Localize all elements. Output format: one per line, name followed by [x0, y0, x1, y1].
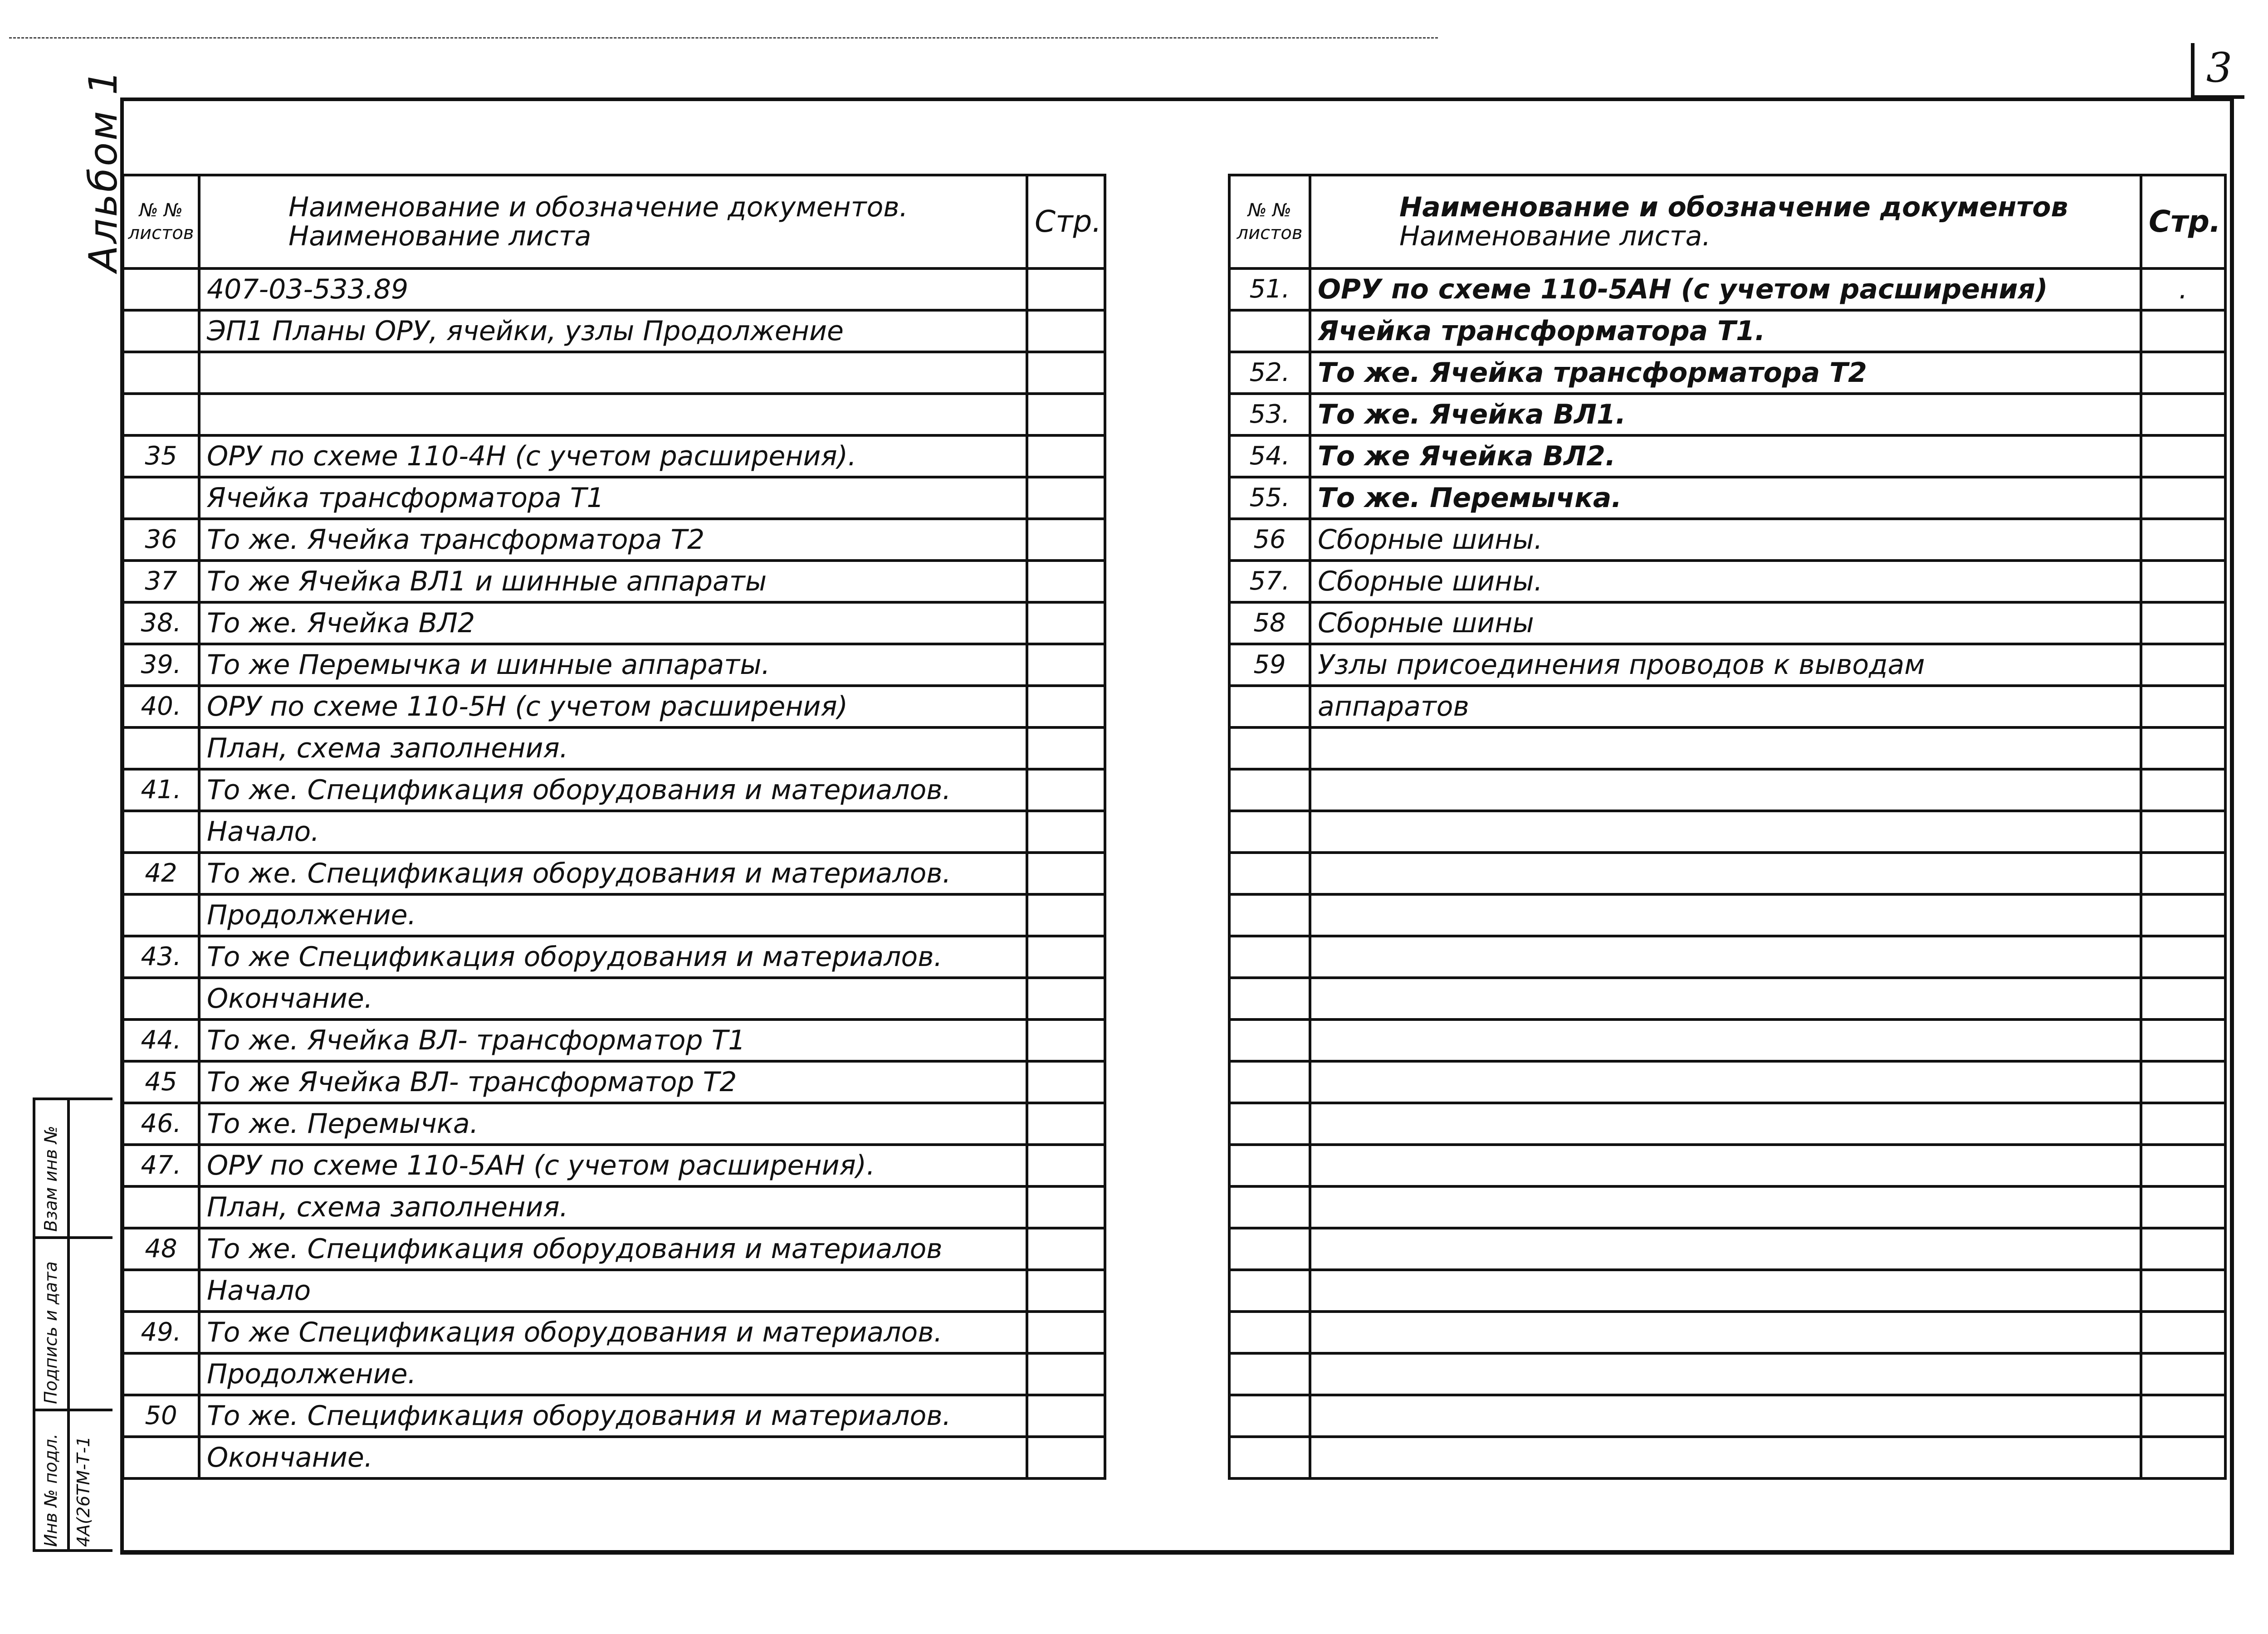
page-cell [2141, 1019, 2225, 1061]
page-cell [1027, 268, 1105, 310]
page-cell [2141, 602, 2225, 644]
table-row [123, 435, 1105, 477]
sheet-title: То же. Спецификация оборудования и материалов. [199, 853, 1027, 894]
sheet-title: Ячейка трансформатора Т1. [1310, 310, 2141, 352]
page-cell [1027, 686, 1105, 727]
table-row [123, 1270, 1105, 1312]
sheet-number: 59 [1229, 644, 1310, 686]
page-cell [1027, 602, 1105, 644]
page-cell [2141, 978, 2225, 1019]
page-cell [2141, 477, 2225, 519]
sheet-number [1229, 727, 1310, 769]
header-name-line1: Наименование и обозначение документов. [288, 191, 908, 223]
page-cell [2141, 1353, 2225, 1395]
sheet-number: 53. [1229, 394, 1310, 435]
page-cell [2141, 310, 2225, 352]
sheet-number [1229, 1437, 1310, 1478]
sheet-title [1310, 1019, 2141, 1061]
sheet-number [123, 811, 199, 853]
page-cell [1027, 394, 1105, 435]
sheet-number [123, 352, 199, 394]
header-document-name [199, 175, 1027, 268]
sheet-number [1229, 853, 1310, 894]
page-cell [1027, 853, 1105, 894]
page-cell [1027, 310, 1105, 352]
header-name-line1: Наименование и обозначение документов [1399, 191, 2068, 223]
sheet-title: Ячейка трансформатора Т1 [199, 477, 1027, 519]
stamp-inv-value: 4А(26ТМ-Т-1 [73, 1436, 93, 1547]
header-sheet-number: № № листов [123, 175, 199, 268]
sheet-number [1229, 1103, 1310, 1145]
table-row [1229, 310, 2225, 352]
page-cell [1027, 1061, 1105, 1103]
sheet-number: 51. [1229, 268, 1310, 310]
page-cell [2141, 1437, 2225, 1478]
sheet-number: 46. [123, 1103, 199, 1145]
table-row [1229, 811, 2225, 853]
sheet-title [1310, 1228, 2141, 1270]
sheet-title [199, 352, 1027, 394]
sheet-number: 56 [1229, 519, 1310, 561]
sheet-number: 45 [123, 1061, 199, 1103]
table-row [1229, 1061, 2225, 1103]
page-cell [1027, 978, 1105, 1019]
sheet-number [123, 310, 199, 352]
header-sheet-number: № № листов [1229, 175, 1310, 268]
table-row [1229, 602, 2225, 644]
table-row [123, 936, 1105, 978]
sheet-number [123, 978, 199, 1019]
sheet-title [1310, 936, 2141, 978]
sheet-title [1310, 811, 2141, 853]
page-cell [1027, 1312, 1105, 1353]
page-cell [2141, 352, 2225, 394]
page-cell [2141, 644, 2225, 686]
table-row [123, 853, 1105, 894]
page-cell [1027, 811, 1105, 853]
sheet-title: Сборные шины [1310, 602, 2141, 644]
sheet-title [1310, 1061, 2141, 1103]
sheet-number: 47. [123, 1145, 199, 1186]
sheet-title [199, 394, 1027, 435]
table-row [1229, 352, 2225, 394]
table-row [123, 811, 1105, 853]
sheet-title [1310, 769, 2141, 811]
sheet-number [1229, 1270, 1310, 1312]
table-row [123, 1145, 1105, 1186]
table-row [1229, 1312, 2225, 1353]
table-row [1229, 727, 2225, 769]
page-cell [2141, 1228, 2225, 1270]
page-cell [1027, 435, 1105, 477]
table-row [1229, 1270, 2225, 1312]
page-cell [2141, 727, 2225, 769]
page-cell [2141, 519, 2225, 561]
sheet-number [1229, 1228, 1310, 1270]
sheet-number: 54. [1229, 435, 1310, 477]
sheet-title: То же. Спецификация оборудования и материалов. [199, 1395, 1027, 1437]
page-cell [1027, 936, 1105, 978]
page-number: 3 [2206, 44, 2233, 92]
page-cell [1027, 519, 1105, 561]
sheet-title [1310, 894, 2141, 936]
sheet-number [1229, 310, 1310, 352]
page-cell [2141, 1395, 2225, 1437]
sheet-number: 49. [123, 1312, 199, 1353]
stamp-cell-border [35, 1236, 112, 1239]
page-cell [1027, 1228, 1105, 1270]
page-cell [1027, 894, 1105, 936]
sheet-number: 50 [123, 1395, 199, 1437]
page-cell [2141, 936, 2225, 978]
page-cell [1027, 1103, 1105, 1145]
sheet-number: 41. [123, 769, 199, 811]
sheet-title [1310, 1145, 2141, 1186]
sheet-number [1229, 978, 1310, 1019]
sheet-title: То же Спецификация оборудования и материалов. [199, 936, 1027, 978]
sheet-title: Продолжение. [199, 894, 1027, 936]
page-cell [2141, 394, 2225, 435]
table-row [1229, 853, 2225, 894]
sheet-title: То же. Ячейка ВЛ2 [199, 602, 1027, 644]
table-row [123, 769, 1105, 811]
sheet-title: ОРУ по схеме 110-4Н (с учетом расширения). [199, 435, 1027, 477]
sheet-number [1229, 1353, 1310, 1395]
table-row [1229, 477, 2225, 519]
left-register-table [122, 174, 1106, 1480]
sheet-title: То же Перемычка и шинные аппараты. [199, 644, 1027, 686]
page-cell [2141, 1145, 2225, 1186]
sheet-title: Продолжение. [199, 1353, 1027, 1395]
table-row [1229, 936, 2225, 978]
sheet-title: ЭП1 Планы ОРУ, ячейки, узлы Продолжение [199, 310, 1027, 352]
sheet-number [1229, 811, 1310, 853]
table-row [1229, 1395, 2225, 1437]
table-row [1229, 1186, 2225, 1228]
sheet-number [123, 394, 199, 435]
table-row [123, 978, 1105, 1019]
right-register-table [1228, 174, 2227, 1480]
sheet-title [1310, 727, 2141, 769]
table-row [123, 561, 1105, 602]
page-cell [2141, 1186, 2225, 1228]
sheet-title [1310, 1437, 2141, 1478]
side-stamp [33, 1097, 112, 1552]
sheet-number: 43. [123, 936, 199, 978]
page-cell [1027, 1019, 1105, 1061]
sheet-number [1229, 1061, 1310, 1103]
table-row [1229, 435, 2225, 477]
stamp-cell-border [35, 1409, 112, 1411]
table-row [1229, 978, 2225, 1019]
sheet-title: То же. Ячейка трансформатора Т2 [1310, 352, 2141, 394]
table-row [1229, 268, 2225, 310]
table-row [123, 1312, 1105, 1353]
table-header-row [1229, 175, 2225, 268]
sheet-title: То же. Перемычка. [1310, 477, 2141, 519]
page-cell [1027, 1186, 1105, 1228]
table-row [1229, 519, 2225, 561]
table-row [1229, 1145, 2225, 1186]
sheet-title: ОРУ по схеме 110-5Н (с учетом расширения) [199, 686, 1027, 727]
album-label: Альбом 1 [81, 68, 126, 272]
sheet-number [123, 268, 199, 310]
sheet-number: 38. [123, 602, 199, 644]
table-row [1229, 769, 2225, 811]
sheet-number [1229, 686, 1310, 727]
sheet-title: ОРУ по схеме 110-5АН (с учетом расширения). [199, 1145, 1027, 1186]
sheet-number: 44. [123, 1019, 199, 1061]
page-cell [2141, 1103, 2225, 1145]
table-row [1229, 1019, 2225, 1061]
page-cell [2141, 1270, 2225, 1312]
stamp-signature-date-label: Подпись и дата [41, 1261, 61, 1404]
page-cell [2141, 1312, 2225, 1353]
page-cell [2141, 811, 2225, 853]
sheet-number [1229, 1312, 1310, 1353]
sheet-number [123, 1353, 199, 1395]
stamp-divider [67, 1100, 70, 1549]
page-cell [2141, 686, 2225, 727]
page-cell [2141, 561, 2225, 602]
sheet-title [1310, 1312, 2141, 1353]
sheet-title: Узлы присоединения проводов к выводам [1310, 644, 2141, 686]
table-row [123, 1061, 1105, 1103]
table-row [123, 394, 1105, 435]
table-row [123, 686, 1105, 727]
top-dashed-line [9, 37, 1438, 39]
sheet-number: 36 [123, 519, 199, 561]
sheet-number: 35 [123, 435, 199, 477]
table-header-row [123, 175, 1105, 268]
sheet-title: Окончание. [199, 978, 1027, 1019]
page-cell [1027, 561, 1105, 602]
table-row [1229, 1103, 2225, 1145]
table-row [123, 1228, 1105, 1270]
table-row [1229, 894, 2225, 936]
table-row [123, 310, 1105, 352]
table-row [1229, 644, 2225, 686]
sheet-title [1310, 1186, 2141, 1228]
page-cell [1027, 352, 1105, 394]
sheet-number [123, 727, 199, 769]
sheet-title: То же Спецификация оборудования и материалов. [199, 1312, 1027, 1353]
table-row [1229, 1228, 2225, 1270]
sheet-number [123, 1437, 199, 1478]
sheet-number [1229, 1186, 1310, 1228]
sheet-title [1310, 1395, 2141, 1437]
sheet-number: 48 [123, 1228, 199, 1270]
table-row [123, 644, 1105, 686]
table-row [123, 477, 1105, 519]
sheet-title: ОРУ по схеме 110-5АН (с учетом расширения) [1310, 268, 2141, 310]
sheet-title: Сборные шины. [1310, 561, 2141, 602]
page-cell [1027, 1270, 1105, 1312]
sheet-title: План, схема заполнения. [199, 1186, 1027, 1228]
sheet-number [1229, 1145, 1310, 1186]
table-row [123, 352, 1105, 394]
page-cell [2141, 769, 2225, 811]
table-row [123, 602, 1105, 644]
table-row [123, 519, 1105, 561]
table-row [1229, 394, 2225, 435]
header-name-line2: Наименование листа [288, 220, 591, 252]
sheet-number [123, 1270, 199, 1312]
sheet-title: аппаратов [1310, 686, 2141, 727]
table-row [123, 1353, 1105, 1395]
sheet-number: 55. [1229, 477, 1310, 519]
sheet-title: То же. Ячейка ВЛ1. [1310, 394, 2141, 435]
sheet-title: То же. Ячейка ВЛ- трансформатор Т1 [199, 1019, 1027, 1061]
sheet-title: Начало [199, 1270, 1027, 1312]
page-cell: . [2141, 268, 2225, 310]
table-row [1229, 1353, 2225, 1395]
page-cell [1027, 477, 1105, 519]
table-row [123, 268, 1105, 310]
stamp-inv-number-label: Инв № подл. [41, 1433, 61, 1547]
sheet-number [1229, 894, 1310, 936]
header-page: Стр. [1027, 175, 1105, 268]
sheet-number [1229, 1395, 1310, 1437]
page-cell [2141, 435, 2225, 477]
table-row [123, 727, 1105, 769]
sheet-number: 57. [1229, 561, 1310, 602]
sheet-number: 52. [1229, 352, 1310, 394]
sheet-number [1229, 769, 1310, 811]
sheet-title: То же. Спецификация оборудования и материалов [199, 1228, 1027, 1270]
table-row [123, 1186, 1105, 1228]
table-row [1229, 686, 2225, 727]
table-row [1229, 1437, 2225, 1478]
header-document-name [1310, 175, 2141, 268]
sheet-title: То же. Перемычка. [199, 1103, 1027, 1145]
sheet-title: То же. Спецификация оборудования и материалов. [199, 769, 1027, 811]
sheet-title: То же. Ячейка трансформатора Т2 [199, 519, 1027, 561]
page-cell [2141, 1061, 2225, 1103]
sheet-title [1310, 1103, 2141, 1145]
sheet-title: Начало. [199, 811, 1027, 853]
sheet-title: То же Ячейка ВЛ1 и шинные аппараты [199, 561, 1027, 602]
sheet-number [1229, 1019, 1310, 1061]
sheet-number: 37 [123, 561, 199, 602]
page-cell [1027, 1437, 1105, 1478]
page-cell [1027, 644, 1105, 686]
page-cell [2141, 853, 2225, 894]
page-cell [1027, 727, 1105, 769]
sheet-number: 39. [123, 644, 199, 686]
header-page: Стр. [2141, 175, 2225, 268]
header-name-line2: Наименование листа. [1399, 220, 1711, 252]
sheet-number [123, 1186, 199, 1228]
sheet-title [1310, 853, 2141, 894]
sheet-title [1310, 1270, 2141, 1312]
sheet-number [123, 894, 199, 936]
table-row [123, 1395, 1105, 1437]
sheet-number: 58 [1229, 602, 1310, 644]
sheet-title: Окончание. [199, 1437, 1027, 1478]
page-cell [1027, 1145, 1105, 1186]
sheet-title: То же Ячейка ВЛ- трансформатор Т2 [199, 1061, 1027, 1103]
sheet-number [1229, 936, 1310, 978]
sheet-title: 407-03-533.89 [199, 268, 1027, 310]
table-row [123, 894, 1105, 936]
sheet-title: То же Ячейка ВЛ2. [1310, 435, 2141, 477]
table-row [123, 1437, 1105, 1478]
sheet-title: Сборные шины. [1310, 519, 2141, 561]
sheet-title [1310, 978, 2141, 1019]
table-row [123, 1019, 1105, 1061]
page-cell [2141, 894, 2225, 936]
sheet-title: План, схема заполнения. [199, 727, 1027, 769]
sheet-number: 40. [123, 686, 199, 727]
sheet-number: 42 [123, 853, 199, 894]
page-cell [1027, 1395, 1105, 1437]
table-row [1229, 561, 2225, 602]
stamp-replace-inv-label: Взам инв № [41, 1126, 61, 1232]
page-cell [1027, 769, 1105, 811]
table-row [123, 1103, 1105, 1145]
sheet-title [1310, 1353, 2141, 1395]
sheet-number [123, 477, 199, 519]
page-cell [1027, 1353, 1105, 1395]
